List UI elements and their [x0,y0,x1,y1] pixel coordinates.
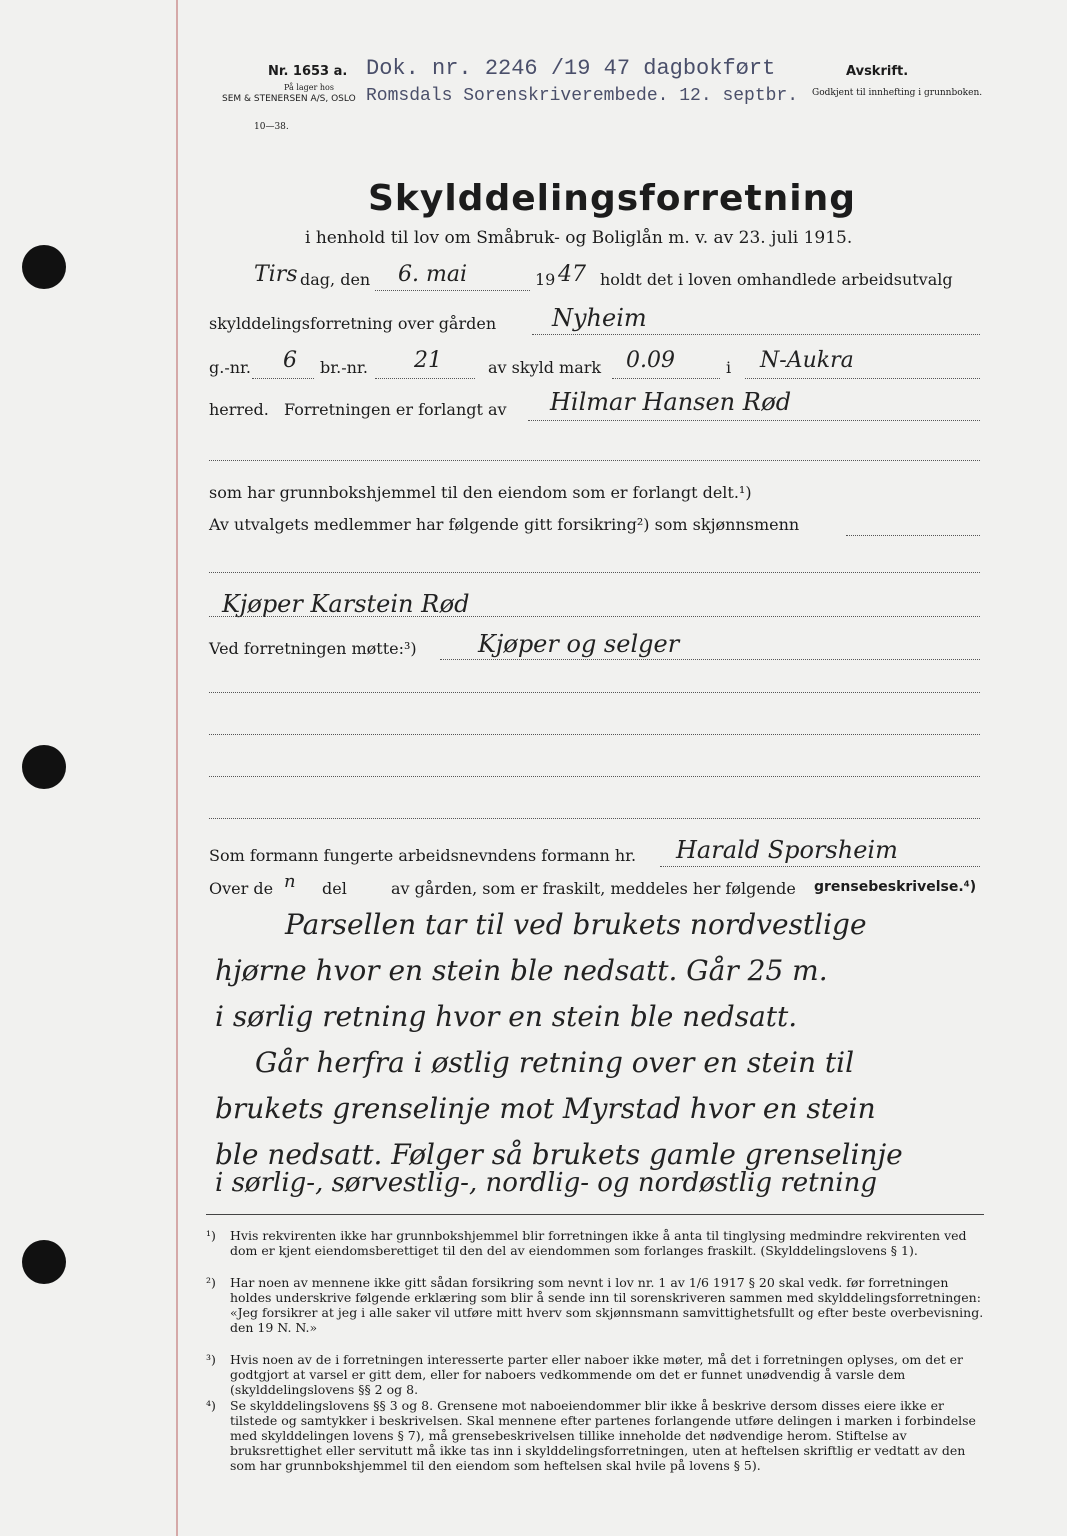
description-line: Parsellen tar til ved brukets nordvestlige [285,908,867,941]
farm-name: Nyheim [552,304,647,332]
footnote-divider [206,1214,984,1215]
gnr-line [252,378,314,379]
description-line: i sørlig-, sørvestlig-, nordlig- og nordøstlig retning [215,1168,877,1198]
boundary-bold: grensebeskrivelse.⁴) [814,879,977,895]
footnote-number: ⁴) [206,1398,216,1413]
gnr-label: g.-nr. [209,358,252,377]
members-value-line [209,616,980,617]
description-line: brukets grenselinje mot Myrstad hvor en stein [215,1092,876,1125]
skyld-value: 0.09 [626,348,675,373]
members-value: Kjøper Karstein Rød [222,590,470,618]
date-line [375,290,530,291]
farm-line [532,334,980,335]
skyld-line [612,378,720,379]
description-line: hjørne hvor en stein ble nedsatt. Går 25 m. [215,954,828,987]
brnr-line [375,378,475,379]
footnote-text: Hvis rekvirenten ikke har grunnbokshjemmel blir forretningen ikke å anta til tinglysing medmindre rekvirenten ved dom er kjent eiendomsberettiget til den del av eiendommen som forlanges fraskilt. (Skylddelingslovens § 1). [230,1228,967,1258]
footnote [206,1228,986,1258]
attended-line [440,659,980,660]
requested-label: Forretningen er forlangt av [284,400,507,419]
chair-label: Som formann fungerte arbeidsnevndens formann hr. [209,846,637,865]
blank-line [209,692,980,693]
herred-value: N-Aukra [760,348,854,373]
form-number: Nr. 1653 a. [268,64,348,79]
over-label: skylddelingsforretning over gården [209,314,497,333]
requested-by: Hilmar Hansen Rød [550,388,792,416]
description-line: i sørlig retning hvor en stein ble nedsatt. [215,1000,798,1033]
description-line: ble nedsatt. Følger så brukets gamle grenselinje [215,1138,903,1171]
chair-value: Harald Sporsheim [676,836,898,864]
members-line [846,535,980,536]
footnote [206,1398,986,1473]
page-subtitle: i henhold til lov om Småbruk- og Boliglån m. v. av 23. juli 1915. [305,228,853,248]
approval-note: Godkjent til innhefting i grunnboken. [812,88,983,98]
footnote [206,1352,986,1397]
footnote [206,1275,986,1335]
punch-hole-icon [22,745,66,789]
registration-stamp-line2: Romsdals Sorenskriverembede. 12. septbr. [366,86,799,106]
day-handwritten: Tirs [254,262,298,287]
blank-line [209,776,980,777]
description-line: Går herfra i østlig retning over en stein til [255,1046,855,1079]
brnr-value: 21 [414,348,442,373]
footnote-number: ²) [206,1275,216,1290]
blank-line [209,460,980,461]
over-de-handwritten: n [284,871,296,892]
footnote-number: ³) [206,1352,216,1367]
footnote-text: Hvis noen av de i forretningen interesserte parter eller naboer ikke møter, må det i forretningen oplyses, om det er godtgjort at varsel er gitt dem, eller for naboers vedkommende om det er funnet unødvendig å varsle dem (skylddelingslovens §§ 2 og 8. [230,1352,964,1397]
i-label: i [726,358,732,377]
boundary-text: av gården, som er fraskilt, meddeles her følgende [391,879,796,898]
avskrift-label: Avskrift. [846,64,909,79]
year-prefix: 19 [535,270,556,289]
over-de-label: Over de [209,879,274,898]
members-text: Av utvalgets medlemmer har følgende gitt forsikring²) som skjønnsmenn [209,515,800,534]
punch-hole-icon [22,245,66,289]
year-handwritten: 47 [558,262,586,287]
del-label: del [322,879,347,898]
blank-line [209,734,980,735]
registration-stamp-line1: Dok. nr. 2246 /19 47 dagbokført [366,56,776,81]
gnr-value: 6 [283,348,297,373]
blank-line [209,572,980,573]
printer-line2: SEM & STENERSEN A/S, OSLO [222,94,356,104]
print-date: 10—38. [254,122,289,132]
chair-line [660,866,980,867]
punch-hole-icon [22,1240,66,1284]
attended-label: Ved forretningen møtte:³) [209,639,417,658]
held-text: holdt det i loven omhandlede arbeidsutvalg [600,270,953,289]
margin-line [176,0,178,1536]
day-label: dag, den [300,270,371,289]
printer-line1: På lager hos [284,83,334,92]
footnote-number: ¹) [206,1228,216,1243]
requested-line [528,420,980,421]
page-title: Skylddelingsforretning [368,178,857,219]
attended-value: Kjøper og selger [478,630,680,658]
footnote-text: Har noen av mennene ikke gitt sådan forsikring som nevnt i lov nr. 1 av 1/6 1917 § 20 skal vedk. før forretningen holdes underskrive følgende erklæring som blir å sende inn til sorenskriveren sammen med skylddelingsforretningen: «Jeg forsikrer at jeg i alle saker vil utføre mitt hverv som skjønnsmann samvittighetsfullt og efter beste overbevisning. den 19 N. N.» [230,1275,984,1335]
owner-text: som har grunnbokshjemmel til den eiendom som er forlangt delt.¹) [209,483,752,502]
brnr-label: br.-nr. [320,358,368,377]
herred-line [745,378,980,379]
herred-label: herred. [209,400,269,419]
skyld-label: av skyld mark [488,358,602,377]
blank-line [209,818,980,819]
date-handwritten: 6. mai [398,262,467,287]
footnote-text: Se skylddelingslovens §§ 3 og 8. Grensene mot naboeiendommer blir ikke å beskrive dersom disses eiere ikke er tilstede og samtykker i beskrivelsen. Skal mennene efter partenes forlangende utføre delingen i marken i forbindelse med skylddelingen lovens § 7), må grensebeskrivelsen tillike inneholde det nødvendige herom. Stiftelse av bruksrettighet eller servitutt må ikke tas inn i skylddelingsforretningen, uten at heftelsen skriftlig er vedtatt av den som har grunnbokshjemmel til den eiendom som heftelsen skal hvile på lovens § 5). [230,1398,976,1473]
